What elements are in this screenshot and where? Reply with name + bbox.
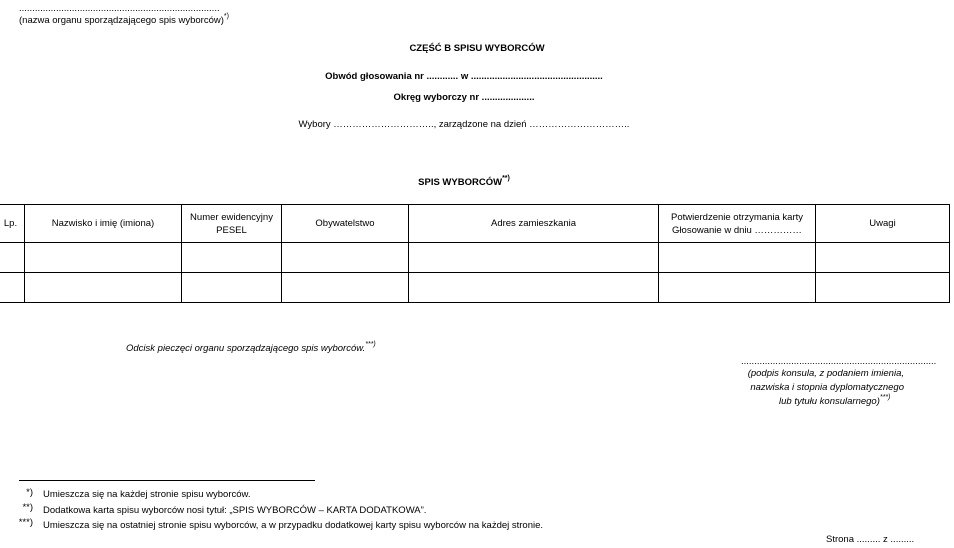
- footnote-ref-4: ***): [879, 394, 891, 401]
- footnote-ref-2: **): [502, 175, 510, 182]
- organ-name-label: [19, 15, 229, 26]
- table-header-row: [0, 205, 950, 243]
- table-cell[interactable]: [282, 273, 409, 303]
- table-row: [0, 273, 950, 303]
- footnote-mark-2: **): [22, 502, 33, 513]
- stamp-note-text: Odcisk pieczęci organu sporządzającego spis wyborców.: [126, 343, 366, 354]
- signature-dots: ..........................................................................: [741, 356, 937, 367]
- footnote-mark-3: ***): [18, 517, 33, 528]
- table-cell[interactable]: [409, 273, 659, 303]
- wybory-line: Wybory ………………………….., zarządzone na dzień …………………………..: [298, 119, 630, 130]
- column-header-lp: Lp.: [0, 205, 25, 243]
- organ-name-dots: ............................................................................: [19, 3, 220, 14]
- column-header-name: Nazwisko i imię (imiona): [25, 205, 182, 243]
- footnote-separator: [19, 480, 315, 481]
- part-title: CZĘŚĆ B SPISU WYBORCÓW: [409, 43, 545, 54]
- table-cell[interactable]: [25, 273, 182, 303]
- column-header-citizenship: Obywatelstwo: [282, 205, 409, 243]
- column-header-confirmation: Potwierdzenie otrzymania karty Głosowanie w dniu ……………: [659, 205, 816, 243]
- footnote-ref-3: ***): [365, 341, 376, 348]
- okreg-line: Okręg wyborczy nr ....................: [393, 92, 535, 103]
- table-cell[interactable]: [182, 243, 282, 273]
- signature-line-3-text: lub tytułu konsularnego): [779, 396, 880, 407]
- table-cell[interactable]: [816, 243, 950, 273]
- footnote-mark-1: *): [26, 487, 33, 498]
- table-cell[interactable]: [409, 243, 659, 273]
- column-header-address: Adres zamieszkania: [409, 205, 659, 243]
- column-header-notes: Uwagi: [816, 205, 950, 243]
- table-row: [0, 243, 950, 273]
- obwod-line: Obwód głosowania nr ............ w ..................................................: [325, 71, 603, 82]
- footnote-ref-1: *): [223, 13, 229, 20]
- signature-line-2: nazwiska i stopnia dyplomatycznego: [750, 382, 904, 393]
- table-cell[interactable]: [282, 243, 409, 273]
- section-heading: [0, 177, 928, 188]
- table-cell[interactable]: [0, 273, 25, 303]
- signature-line-1: (podpis konsula, z podaniem imienia,: [747, 368, 904, 379]
- table-cell[interactable]: [659, 273, 816, 303]
- table-cell[interactable]: [659, 243, 816, 273]
- column-header-pesel: Numer ewidencyjny PESEL: [182, 205, 282, 243]
- stamp-note: [126, 343, 376, 354]
- table-cell[interactable]: [816, 273, 950, 303]
- signature-line-3: [779, 396, 890, 407]
- table-cell[interactable]: [182, 273, 282, 303]
- organ-name-label-text: (nazwa organu sporządzającego spis wyborców): [19, 15, 224, 26]
- table-cell[interactable]: [25, 243, 182, 273]
- footnote-text-3: Umieszcza się na ostatniej stronie spisu wyborców, a w przypadku dodatkowej karty spisu wyborców na każdej stronie.: [43, 520, 544, 531]
- section-heading-text: SPIS WYBORCÓW: [418, 177, 503, 188]
- footnote-text-1: Umieszcza się na każdej stronie spisu wyborców.: [43, 489, 251, 500]
- table-cell[interactable]: [0, 243, 25, 273]
- voters-table: [0, 204, 950, 303]
- footnote-text-2: Dodatkowa karta spisu wyborców nosi tytuł: „SPIS WYBORCÓW – KARTA DODATKOWA”.: [43, 505, 427, 516]
- page-number: Strona ......... z .........: [826, 534, 915, 545]
